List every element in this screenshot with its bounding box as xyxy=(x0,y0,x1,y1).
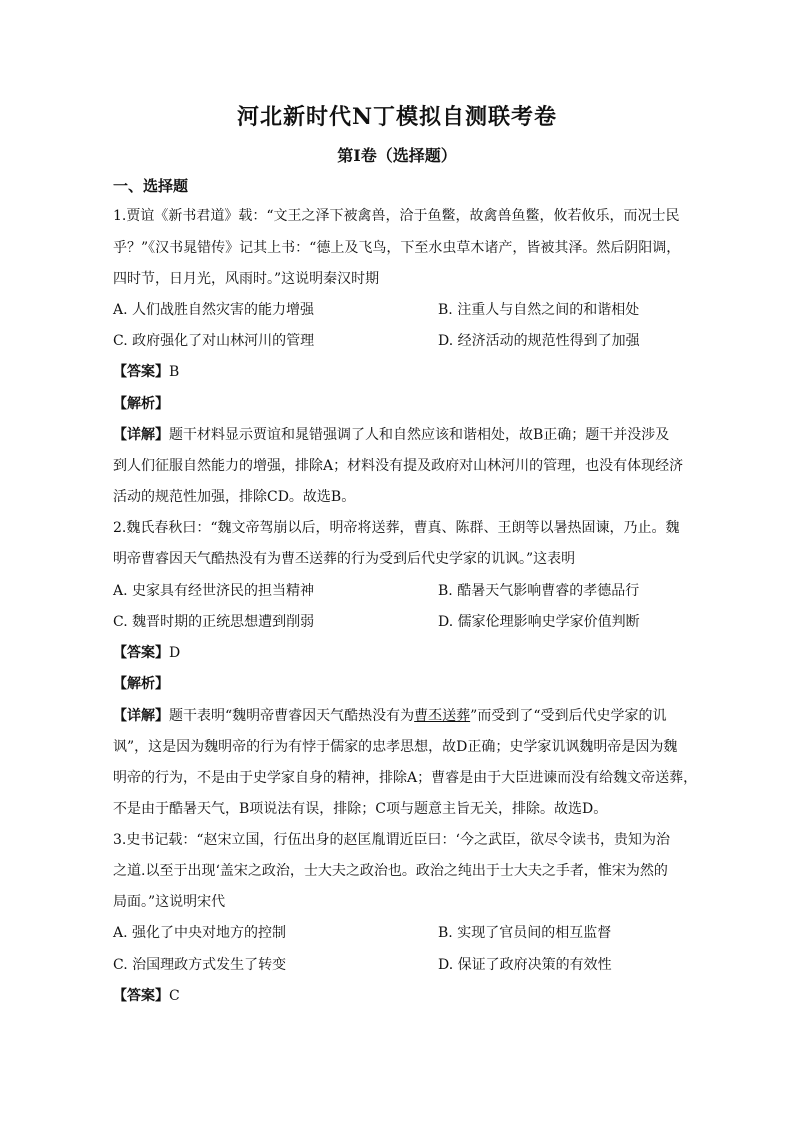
q1-detail-line-1 xyxy=(113,425,669,445)
q1-option-a: A. 人们战胜自然灾害的能力增强 xyxy=(113,302,315,318)
q3-option-b: B. 实现了官员间的相互监督 xyxy=(438,925,612,941)
q3-option-c: C. 治国理政方式发生了转变 xyxy=(113,957,287,973)
q1-answer-tag: 【答案】 xyxy=(113,364,169,380)
q3-stem-line-2: 之道.以至于出现‘盖宋之政治，士大夫之政治也。政治之纯出于士大夫之手者，惟宋为然的 xyxy=(113,863,668,879)
q2-detail-line-2: 讽”，这是因为魏明帝的行为有悖于儒家的忠孝思想，故D正确；史学家讥讽魏明帝是因为魏 xyxy=(113,739,678,755)
q1-detail-line-2: 到人们征服自然能力的增强，排除A；材料没有提及政府对山林河川的管理，也没有体现经济 xyxy=(113,458,684,474)
q1-detail-text-1: 题干材料显示贾谊和晁错强调了人和自然应该和谐相处，故B正确；题干并没涉及 xyxy=(169,427,670,443)
q1-stem-line-3: 四时节，日月光，风雨时。”这说明秦汉时期 xyxy=(113,271,380,287)
q3-stem-line-1: 3.史书记载：“赵宋立国，行伍出身的赵匡胤谓近臣曰：‘今之武臣，欲尽令读书，贵知为治 xyxy=(113,832,670,848)
q1-option-c: C. 政府强化了对山林河川的管理 xyxy=(113,333,315,349)
q2-detail-tag: 【详解】 xyxy=(113,708,169,724)
q3-answer-tag: 【答案】 xyxy=(113,988,169,1004)
page-subtitle: 第I卷（选择题） xyxy=(337,146,457,165)
q3-option-a: A. 强化了中央对地方的控制 xyxy=(113,925,287,941)
q2-detail-line-3: 明帝的行为，不是由于史学家自身的精神，排除A；曹睿是由于大臣进谏而没有给魏文帝送葬， xyxy=(113,770,698,786)
q1-answer-value: B xyxy=(169,364,180,380)
q2-detail-line-4: 不是由于酷暑天气，B项说法有误，排除；C项与题意主旨无关，排除。故选D。 xyxy=(113,801,608,817)
q2-answer-tag: 【答案】 xyxy=(113,645,169,661)
q2-option-b: B. 酷暑天气影响曹睿的孝德品行 xyxy=(438,583,640,599)
q1-stem-line-1: 1.贾谊《新书君道》载：“文王之泽下被禽兽，洽于鱼鳖，故禽兽鱼鳖，攸若攸乐，而况士民 xyxy=(113,208,680,224)
section-heading: 一、选择题 xyxy=(113,177,189,195)
q1-option-d: D. 经济活动的规范性得到了加强 xyxy=(438,333,640,349)
page-title: 河北新时代N丁模拟自测联考卷 xyxy=(236,104,558,130)
q1-answer xyxy=(113,362,179,382)
q2-detail-text-1a: 题干表明“魏明帝曹睿因天气酷热没有为 xyxy=(169,708,415,724)
q2-option-d: D. 儒家伦理影响史学家价值判断 xyxy=(438,614,640,630)
q2-detail-text-1b: ”而受到了“受到后代史学家的讥 xyxy=(470,708,667,724)
q2-answer xyxy=(113,643,180,663)
q3-option-d: D. 保证了政府决策的有效性 xyxy=(438,957,612,973)
q1-stem-line-2: 乎？”《汉书晁错传》记其上书：“德上及飞鸟，下至水虫草木诸产，皆被其泽。然后阴阳调， xyxy=(113,240,681,256)
q2-option-c: C. 魏晋时期的正统思想遭到削弱 xyxy=(113,614,315,630)
q2-detail-line-1 xyxy=(113,706,666,726)
q2-analysis-tag: 【解析】 xyxy=(113,676,169,692)
q1-detail-line-3: 活动的规范性加强，排除CD。故选B。 xyxy=(113,489,356,505)
q2-detail-underlined: 曹丕送葬 xyxy=(414,708,471,724)
q2-stem-line-2: 明帝曹睿因天气酷热没有为曹丕送葬的行为受到后代史学家的讥讽。”这表明 xyxy=(113,551,576,567)
q2-answer-value: D xyxy=(169,645,181,661)
q2-stem-line-1: 2.魏氏春秋曰：“魏文帝驾崩以后，明帝将送葬，曹真、陈群、王朗等以暑热固谏，乃止。魏 xyxy=(113,520,680,536)
q3-answer xyxy=(113,986,180,1006)
q3-answer-value: C xyxy=(169,988,180,1004)
q2-option-a: A. 史家具有经世济民的担当精神 xyxy=(113,583,315,599)
q1-detail-tag: 【详解】 xyxy=(113,427,169,443)
q1-option-b: B. 注重人与自然之间的和谐相处 xyxy=(438,302,640,318)
q3-stem-line-3: 局面。”这说明宋代 xyxy=(113,894,226,910)
q1-analysis-tag: 【解析】 xyxy=(113,396,169,412)
